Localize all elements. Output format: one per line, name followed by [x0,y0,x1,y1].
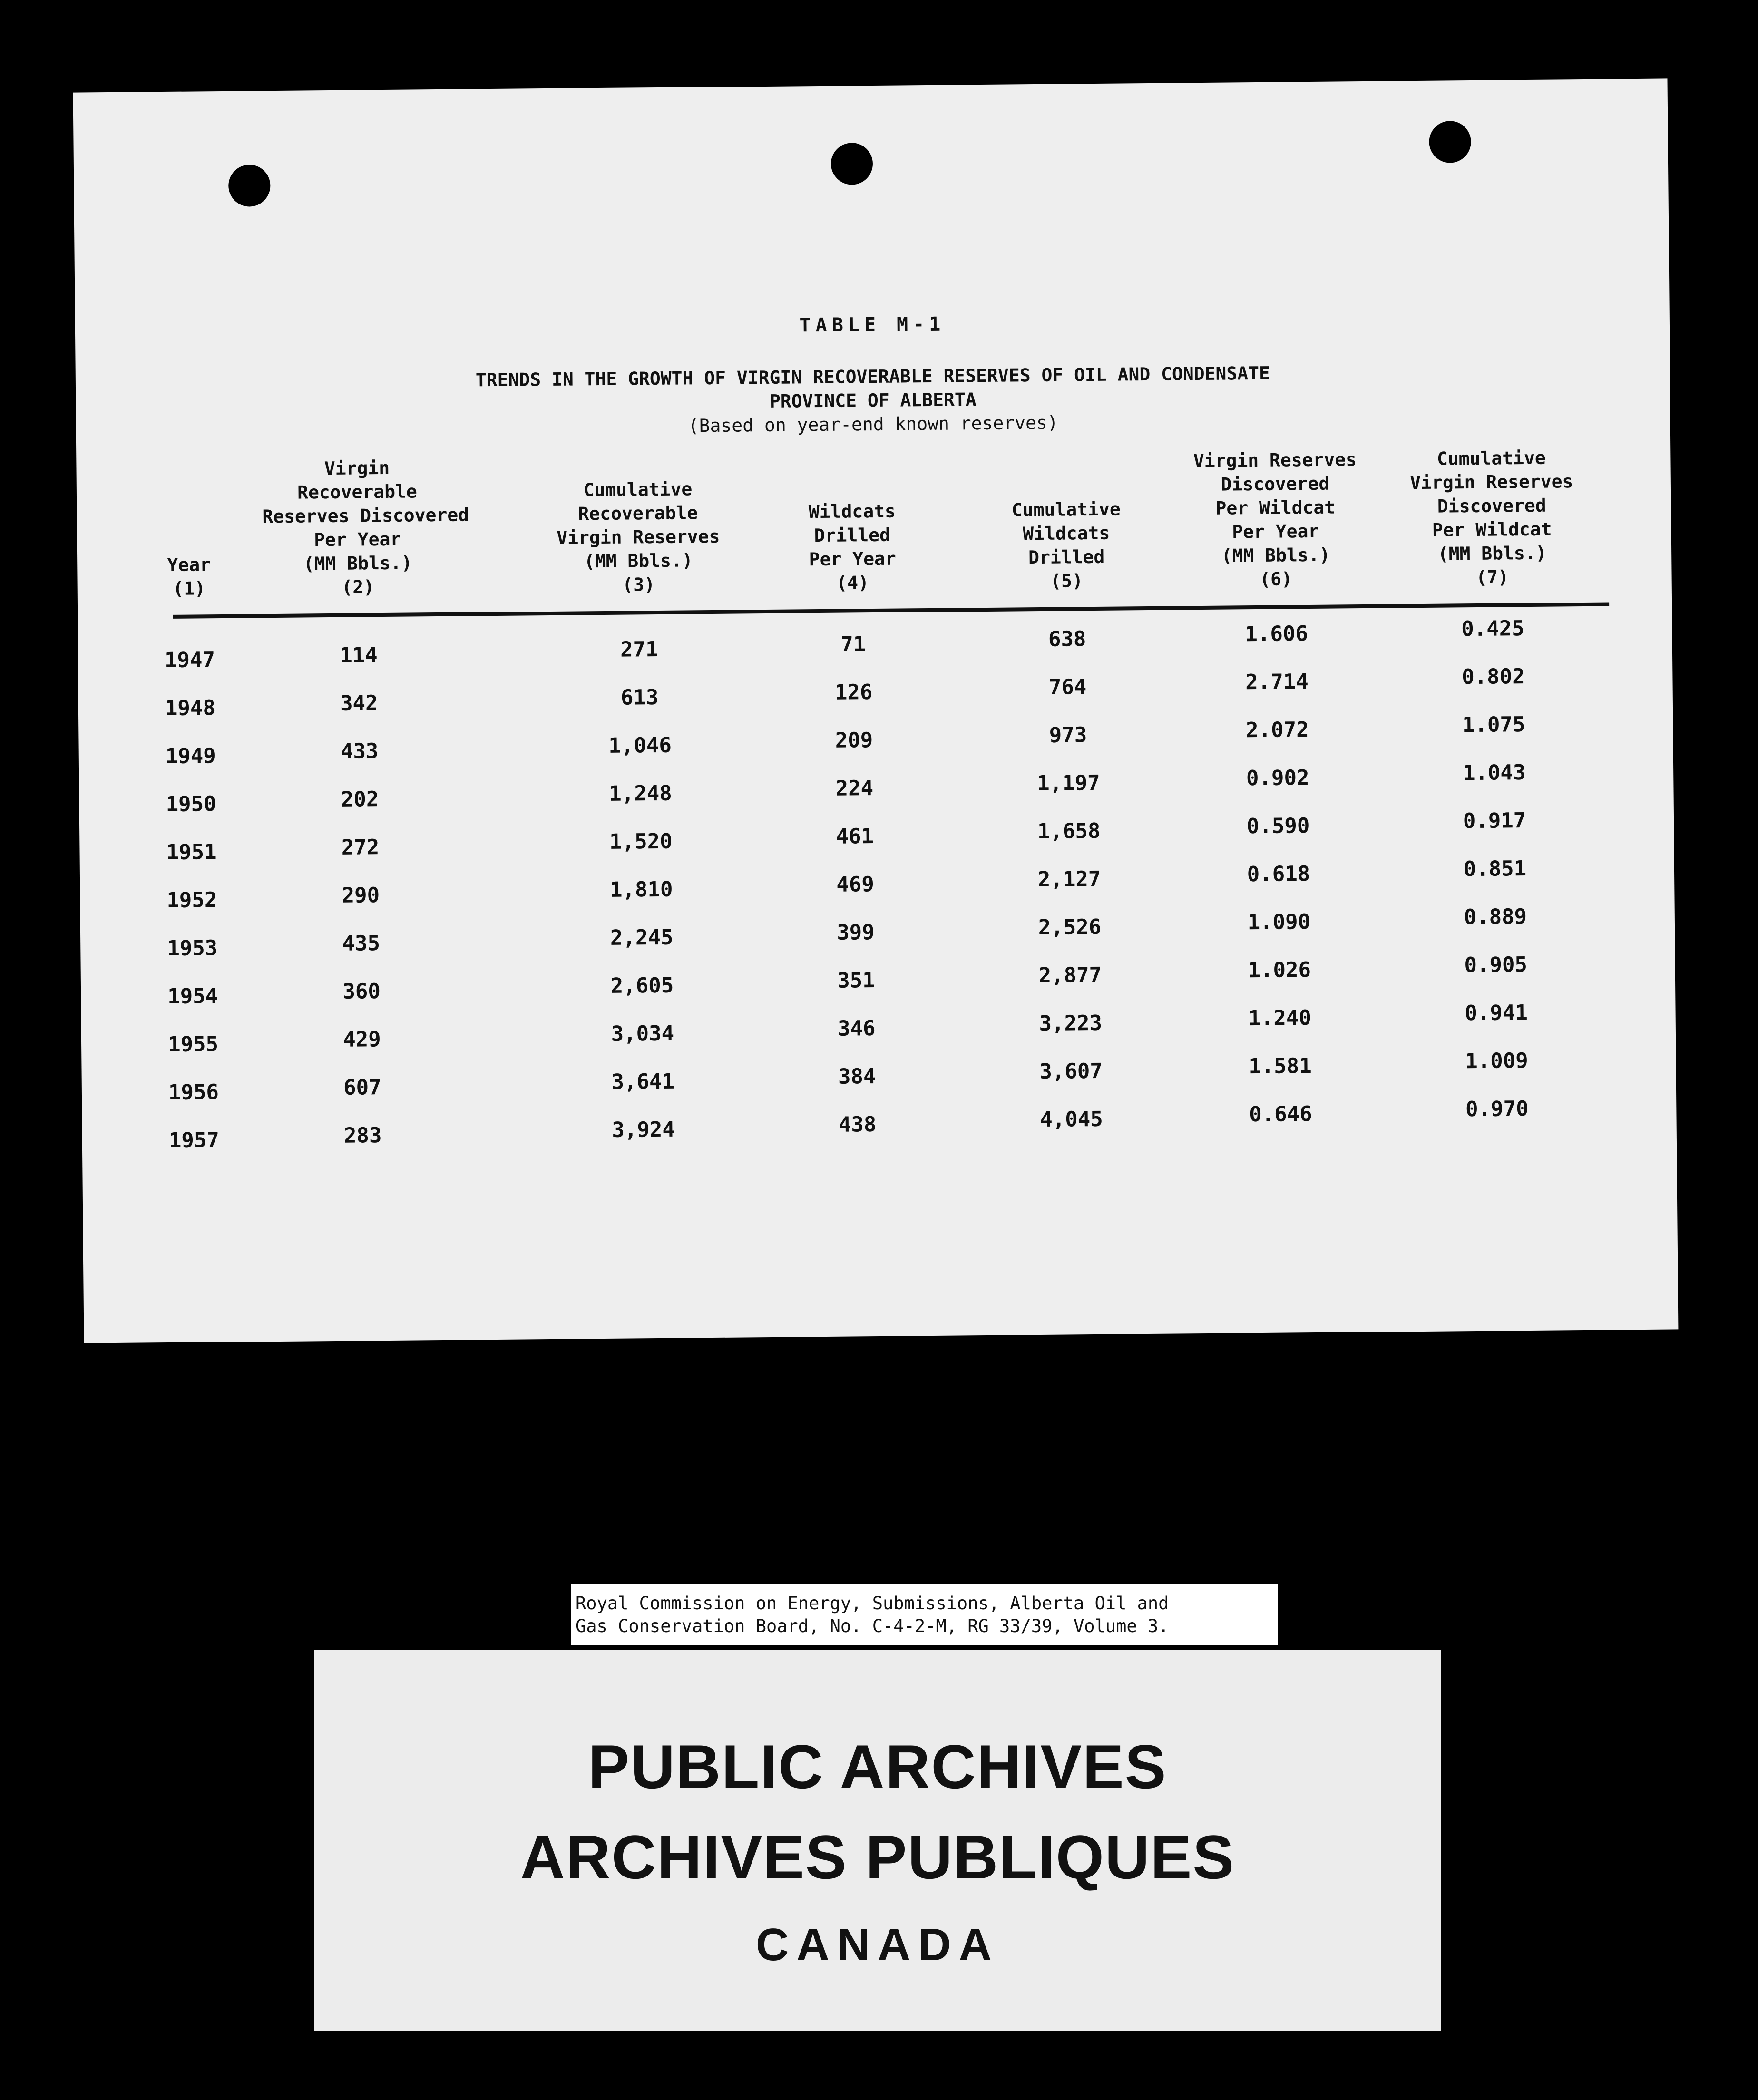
table-cell: 1954 [167,984,218,1009]
column-header-line: Wildcats [1023,522,1110,544]
table-cell: 2,127 [1037,866,1101,892]
table-subtitle: (Based on year-end known reserves) [688,412,1058,437]
table-cell: 0.905 [1464,953,1528,978]
table-cell: 0.941 [1465,1001,1528,1026]
table-cell: 209 [835,728,873,753]
table-cell: 2,877 [1038,962,1102,988]
table-cell: 0.851 [1463,856,1527,882]
column-header-line: Reserves Discovered [262,504,469,527]
table-cell: 346 [837,1016,876,1041]
table-cell: 0.902 [1246,766,1309,791]
table-cell: 1951 [166,840,217,865]
table-cell: 202 [341,787,379,812]
column-header [262,456,469,600]
punch-hole [831,143,873,185]
table-cell: 1953 [167,936,218,961]
table-cell: 1.606 [1245,622,1309,647]
column-header-line: (MM Bbls.) [1437,542,1547,564]
table-cell: 126 [834,680,873,705]
table-cell: 429 [343,1027,381,1052]
table-cell: 1947 [164,648,215,673]
column-header-line: Per Year [809,548,896,570]
table-cell: 1,520 [609,829,673,854]
table-cell: 2.714 [1245,670,1309,695]
table-cell: 3,607 [1039,1059,1103,1084]
table-cell: 1,197 [1036,770,1100,796]
table-cell: 0.917 [1463,808,1526,834]
table-cell: 973 [1049,723,1087,748]
table-cell: 0.618 [1247,862,1310,887]
table-subtitle: PROVINCE OF ALBERTA [769,389,977,412]
column-header-line: Recoverable [297,481,417,503]
stamp-line: ARCHIVES PUBLIQUES [520,1822,1235,1892]
table-cell: 0.889 [1464,904,1527,930]
table-cell: 290 [342,883,380,908]
table-cell: 764 [1048,675,1087,700]
table-cell: 0.970 [1465,1097,1529,1122]
column-header-line: Per Year [314,528,401,551]
column-header-line: Wildcats [808,500,896,523]
column-header-line: (5) [1050,570,1084,592]
column-header [756,451,948,595]
column-header [1180,447,1371,592]
column-header [970,449,1162,593]
column-header-line: Cumulative [583,478,693,501]
table-cell: 3,223 [1039,1011,1103,1036]
column-header-line: Virgin Reserves [557,525,720,548]
table-cell: 2,605 [610,973,674,998]
table-cell: 3,034 [611,1021,674,1046]
column-header [542,453,734,597]
column-header-line: Recoverable [578,502,698,525]
table-cell: 272 [341,835,380,860]
column-header-line: Drilled [1028,546,1105,568]
column-header [1396,446,1588,590]
table-cell: 1,248 [609,781,672,806]
table-cell: 638 [1048,627,1086,651]
column-header-line: (1) [173,578,206,599]
table-cell: 342 [340,691,378,716]
table-cell: 1.090 [1247,910,1311,935]
stamp-line: CANADA [756,1919,999,1970]
column-header-line: Virgin Reserves [1410,471,1573,494]
column-header-line: Per Wildcat [1432,518,1552,541]
stamp-line: PUBLIC ARCHIVES [588,1732,1167,1801]
table-title: TABLE M-1 [799,313,946,337]
table-cell: 2,526 [1038,914,1102,940]
table-cell: 2.072 [1245,718,1309,743]
table-cell: 1952 [166,888,217,913]
source-label-line: Gas Conservation Board, No. C-4-2-M, RG 33/39, Volume 3. [576,1616,1169,1636]
table-cell: 1950 [166,792,216,817]
table-cell: 1,046 [608,733,672,758]
table-subtitle: TRENDS IN THE GROWTH OF VIRGIN RECOVERABLE RESERVES OF OIL AND CONDENSATE [475,362,1270,391]
column-header-line: (4) [836,572,869,593]
column-header-line: (MM Bbls.) [303,552,412,574]
column-header-line: Cumulative [1011,498,1121,521]
table-cell: 399 [837,920,875,945]
header-rule [173,603,1609,619]
table-cell: 1949 [165,744,216,769]
column-header-line: Per Wildcat [1215,496,1336,519]
table-cell: 1957 [168,1128,220,1153]
table-cell: 1.009 [1465,1049,1528,1074]
table-cell: 1,810 [609,877,673,902]
table-cell: 3,641 [611,1069,675,1094]
punch-hole [228,165,271,207]
column-header-line: Virgin Reserves [1193,449,1357,472]
column-header-line: (7) [1476,566,1509,588]
table-cell: 224 [835,776,874,801]
column-header-line: (2) [342,576,375,598]
table-cell: 1.240 [1248,1006,1312,1031]
column-header-line: (MM Bbls.) [584,550,693,572]
column-header-line: Cumulative [1436,447,1546,469]
column-header-line: Year [167,554,211,575]
table-cell: 0.425 [1461,616,1524,642]
table-cell: 2,245 [610,925,674,950]
table-cell: 0.802 [1461,664,1525,690]
column-header-line: Virgin [324,457,390,479]
table-cell: 0.646 [1249,1102,1312,1127]
column-header-line: Drilled [814,524,891,546]
document-page [73,78,1679,1343]
table-cell: 438 [838,1112,877,1137]
table-cell: 4,045 [1040,1107,1103,1132]
table-cell: 433 [340,739,379,764]
source-label [571,1584,1278,1645]
table-cell: 0.590 [1246,814,1310,839]
table-cell: 360 [342,979,381,1004]
table-cell: 384 [838,1064,876,1089]
table-cell: 613 [620,685,659,710]
table-cell: 1.043 [1462,760,1526,786]
table-cell: 461 [836,824,874,849]
source-label-line: Royal Commission on Energy, Submissions, Alberta Oil and [576,1593,1169,1614]
table-cell: 469 [836,872,875,897]
table-cell: 1.581 [1249,1054,1312,1079]
punch-hole [1429,121,1471,163]
table-cell: 1,658 [1037,818,1101,844]
column-header-line: (3) [622,574,655,595]
column-header-line: (MM Bbls.) [1221,544,1330,566]
archives-stamp [314,1650,1441,2031]
table-cell: 3,924 [612,1117,675,1142]
table-cell: 283 [343,1123,382,1148]
table-cell: 71 [840,632,866,657]
column-header-line: (6) [1260,568,1293,590]
column-header-line: Discovered [1437,495,1546,517]
table-cell: 1948 [165,696,216,721]
column-header-line: Per Year [1232,520,1319,543]
table-cell: 114 [339,643,378,668]
table-cell: 1.075 [1462,712,1525,738]
table-cell: 607 [343,1075,381,1100]
table-cell: 1.026 [1248,958,1311,983]
table-cell: 1955 [167,1032,219,1057]
table-cell: 351 [837,968,875,993]
column-header [93,457,284,601]
column-header-line: Discovered [1221,473,1330,495]
table-cell: 271 [620,637,658,662]
table-cell: 1956 [168,1080,219,1105]
table-cell: 435 [342,931,381,956]
